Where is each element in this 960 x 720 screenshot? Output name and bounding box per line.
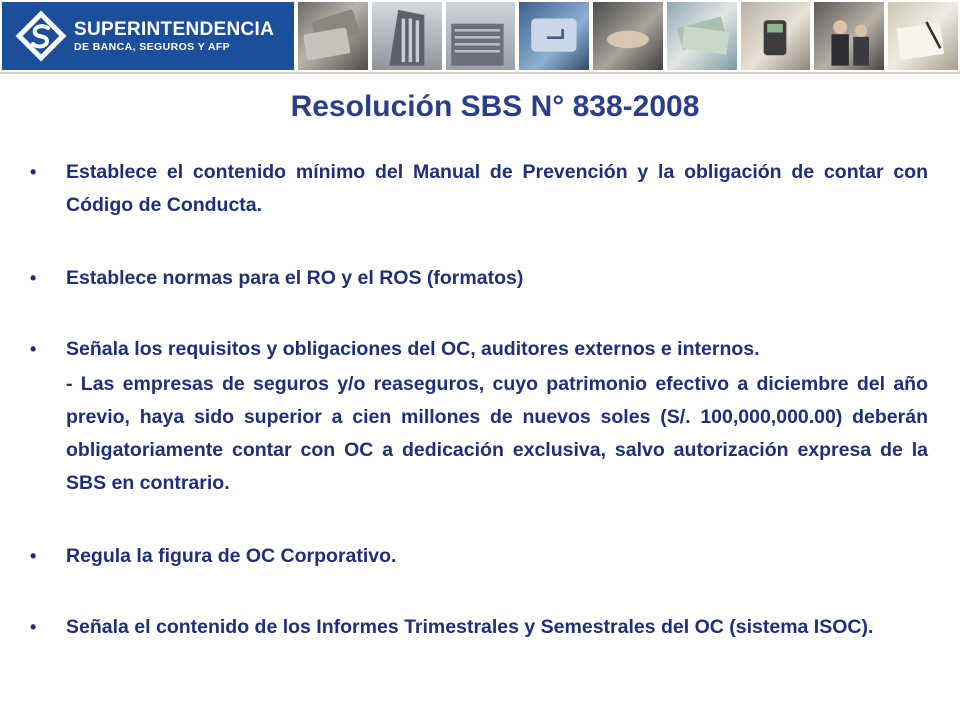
photo-strip — [298, 2, 958, 70]
bullet-item — [30, 611, 928, 644]
bullet-item — [30, 156, 928, 222]
photo-business-meeting — [814, 2, 884, 70]
bullet-dot: • — [30, 546, 37, 566]
photo-card-terminal — [741, 2, 811, 70]
bullet-subtext: - Las empresas de seguros y/o reaseguros, cuyo patrimonio efectivo a diciembre del año previo, haya sido superior a cien millones de nuevos soles (S/. 100,000,000.00) deberán obligatoriamente contar con OC a dedicación exclusiva, salvo autorización expresa de la SBS en contrario. — [66, 373, 928, 494]
bullet-dot: • — [30, 339, 37, 359]
photo-building-2 — [446, 2, 516, 70]
logo-title: SUPERINTENDENCIA — [74, 18, 275, 40]
bullet-text: Establece normas para el RO y el ROS (formatos) — [66, 267, 524, 289]
photo-keyboard-enter — [519, 2, 589, 70]
sbs-logo — [2, 2, 294, 70]
header-divider — [0, 72, 960, 74]
bullet-item — [30, 333, 928, 366]
photo-banknotes — [667, 2, 737, 70]
bullet-dot: • — [30, 162, 37, 182]
bullet-dot: • — [30, 268, 37, 288]
sbs-emblem-icon — [14, 9, 68, 63]
logo-subtitle: DE BANCA, SEGUROS Y AFP — [74, 40, 231, 53]
bullet-text: Establece el contenido mínimo del Manual de Prevención y la obligación de contar con Código de Conducta. — [66, 161, 928, 216]
bullet-dot: • — [30, 617, 37, 637]
bullet-item — [30, 540, 928, 573]
photo-signing — [888, 2, 958, 70]
photo-handshake — [593, 2, 663, 70]
bullet-text: Señala los requisitos y obligaciones del OC, auditores externos e internos. — [66, 338, 760, 360]
photo-building — [372, 2, 442, 70]
bullet-item — [30, 262, 928, 295]
photo-credit-cards — [298, 2, 368, 70]
slide-title: Resolución SBS N° 838-2008 — [290, 90, 700, 123]
header-banner — [0, 0, 960, 72]
slide-content — [30, 156, 928, 644]
bullet-text: Señala el contenido de los Informes Trimestrales y Semestrales del OC (sistema ISOC). — [66, 616, 874, 638]
bullet-text: Regula la figura de OC Corporativo. — [66, 545, 397, 567]
